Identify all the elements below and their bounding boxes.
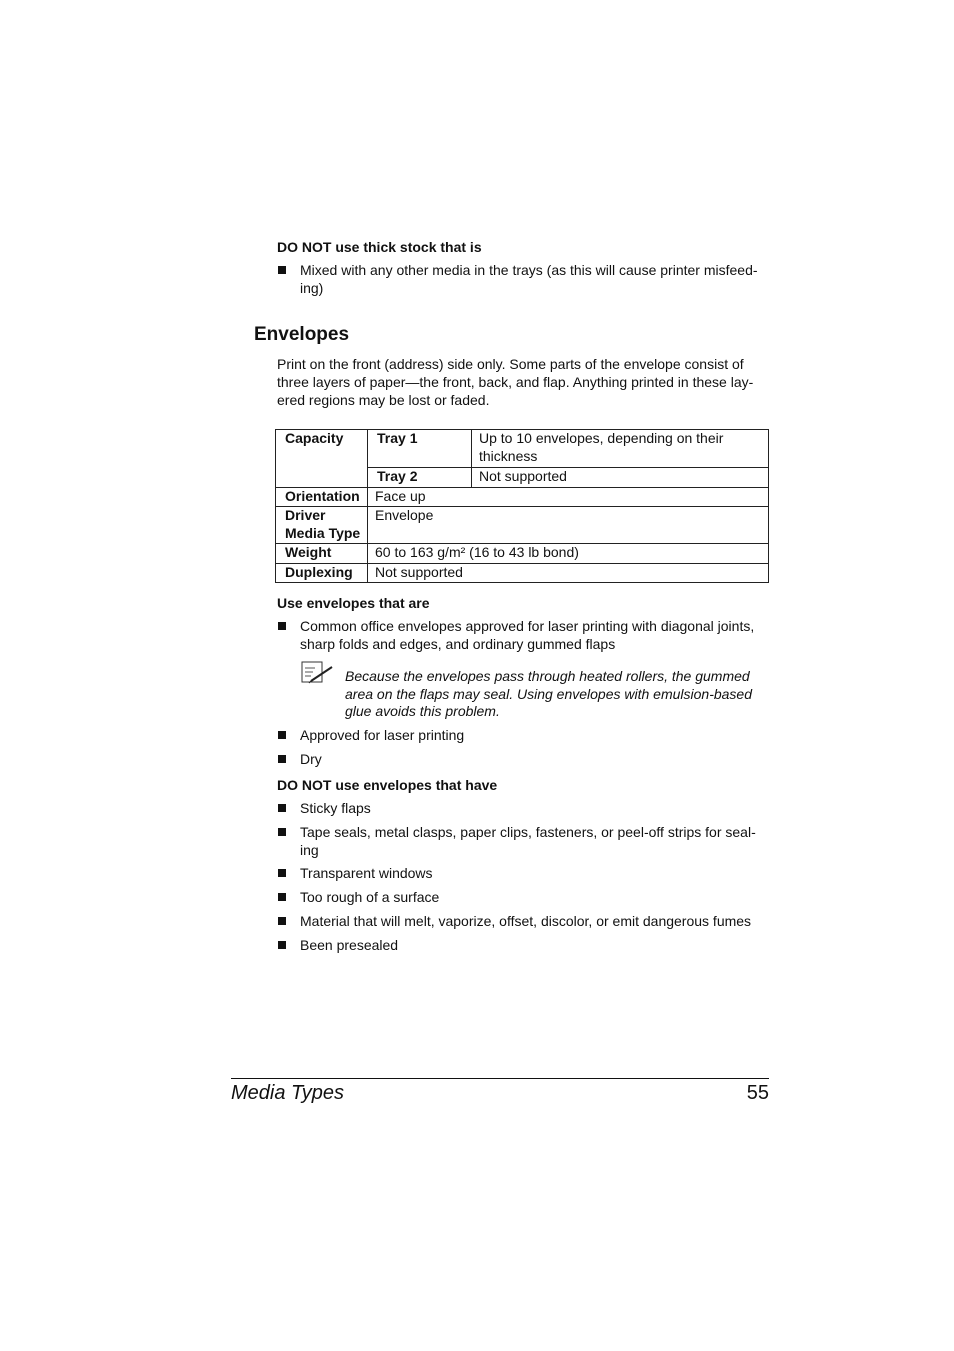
list-item: [277, 937, 769, 955]
table-label-driver-line2: Media Type: [285, 524, 361, 541]
table-value-orientation: Face up: [368, 487, 769, 507]
list-item-text: Approved for laser printing: [300, 727, 465, 743]
footer-divider: [231, 1078, 769, 1079]
list-item-text: Sticky flaps: [300, 800, 371, 816]
table-label-driver-line1: Driver: [285, 507, 326, 523]
bullet-square-icon: [278, 917, 286, 925]
bullet-square-icon: [278, 941, 286, 949]
table-value-tray1: Up to 10 envelopes, depending on their thickness: [472, 430, 769, 468]
list-item-text: Material that will melt, vaporize, offset, discolor, or emit dangerous fumes: [300, 913, 752, 929]
list-item-text: Common office envelopes approved for laser printing with diagonal joints, sharp folds and edges, and ordinary gummed flaps: [300, 618, 755, 652]
list-item: [277, 800, 769, 818]
list-item: [277, 913, 769, 931]
table-value-weight: 60 to 163 g/m² (16 to 43 lb bond): [368, 544, 769, 564]
note-pencil-icon: [301, 661, 335, 685]
table-label-orientation: Orientation: [276, 487, 368, 507]
use-envelopes-heading: Use envelopes that are: [277, 595, 430, 611]
list-item: [277, 262, 769, 297]
donot-thick-heading: DO NOT use thick stock that is: [277, 239, 482, 255]
table-label-weight: Weight: [276, 544, 368, 564]
bullet-square-icon: [278, 755, 286, 763]
list-item: [277, 727, 769, 745]
bullet-square-icon: [278, 828, 286, 836]
list-item-text: Mixed with any other media in the trays (as this will cause printer misfeed- ing): [300, 262, 758, 296]
table-label-driver-media-type: [276, 507, 368, 544]
table-label-tray2: Tray 2: [368, 468, 472, 488]
list-item: [277, 824, 769, 859]
intro-paragraph: Print on the front (address) side only. Some parts of the envelope consist of three layers of paper—the front, back, and flap. Anything printed in these lay-ered regions may be lost or faded.: [277, 356, 754, 408]
table-row: [276, 487, 769, 507]
donot-envelopes-heading: DO NOT use envelopes that have: [277, 777, 498, 793]
table-label-tray1: Tray 1: [368, 430, 472, 468]
list-item-text: Tape seals, metal clasps, paper clips, fasteners, or peel-off strips for seal- ing: [300, 824, 756, 858]
bullet-square-icon: [278, 893, 286, 901]
table-row: [276, 430, 769, 468]
table-label-capacity: Capacity: [276, 430, 368, 488]
table-value-duplexing: Not supported: [368, 563, 769, 583]
footer-section-title: Media Types: [231, 1082, 345, 1104]
table-value-tray2: Not supported: [472, 468, 769, 488]
table-row: [276, 544, 769, 564]
list-item-text: Transparent windows: [300, 865, 433, 881]
list-item-text: Dry: [300, 751, 322, 767]
bullet-square-icon: [278, 869, 286, 877]
note-text: Because the envelopes pass through heated rollers, the gummed area on the flaps may seal. Using envelopes with emulsion-based glue avoids this problem.: [345, 668, 753, 719]
list-item-text: Too rough of a surface: [300, 889, 440, 905]
table-value-driver-media-type: Envelope: [368, 507, 769, 544]
table-row: [276, 563, 769, 583]
bullet-square-icon: [278, 622, 286, 630]
list-item: [277, 618, 769, 653]
list-item-text: Been presealed: [300, 937, 399, 953]
bullet-square-icon: [278, 731, 286, 739]
list-item: [277, 751, 769, 769]
list-item: [277, 865, 769, 883]
bullet-square-icon: [278, 804, 286, 812]
section-title: Envelopes: [254, 324, 350, 345]
table-row: [276, 507, 769, 544]
bullet-square-icon: [278, 266, 286, 274]
page-number: 55: [746, 1082, 769, 1104]
envelope-spec-table: [275, 429, 769, 583]
table-label-duplexing: Duplexing: [276, 563, 368, 583]
list-item: [277, 889, 769, 907]
